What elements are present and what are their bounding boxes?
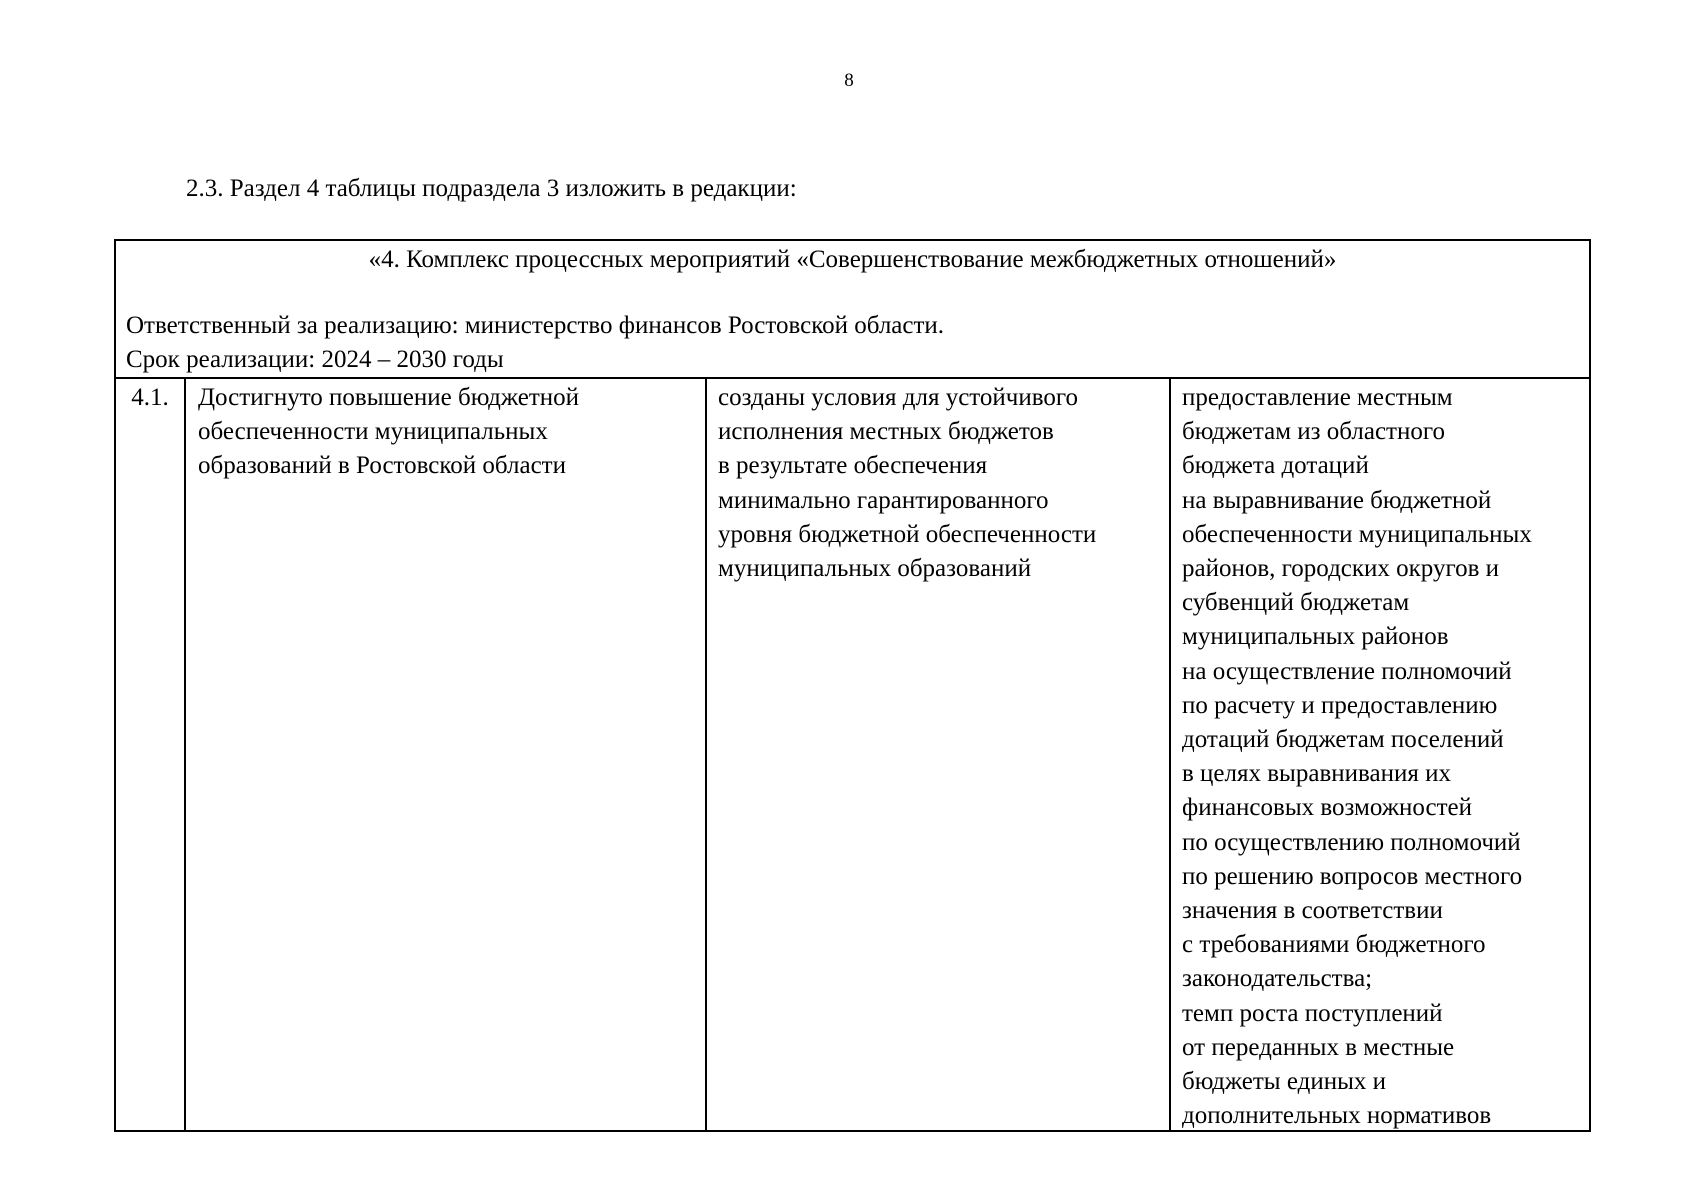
measures-table — [114, 239, 1591, 1132]
characteristic-line: муниципальных районов — [1182, 623, 1449, 651]
description-line: исполнения местных бюджетов — [718, 418, 1054, 446]
characteristic-line: финансовых возможностей — [1182, 794, 1473, 822]
row-number: 4.1. — [131, 384, 169, 411]
description-line: уровня бюджетной обеспеченности — [718, 520, 1097, 548]
description-line: в результате обеспечения — [718, 452, 988, 480]
characteristic-line: на выравнивание бюджетной — [1182, 486, 1492, 514]
characteristic-line: обеспеченности муниципальных — [1182, 520, 1532, 548]
description-line: созданы условия для устойчивого — [718, 384, 1078, 411]
characteristic-line: субвенций бюджетам — [1182, 589, 1410, 617]
characteristic-line: значения в соответствии — [1182, 897, 1443, 925]
characteristic-line: по расчету и предоставлению — [1182, 691, 1498, 719]
characteristic-line: с требованиями бюджетного — [1182, 931, 1486, 959]
period-line: Срок реализации: 2024 – 2030 годы — [126, 346, 504, 373]
table-title: «4. Комплекс процессных мероприятий «Совершенствование межбюджетных отношений» — [368, 246, 1337, 273]
result-cell — [186, 379, 707, 1130]
characteristic-line: районов, городских округов и — [1182, 555, 1500, 583]
characteristic-line: бюджетам из областного — [1182, 418, 1445, 446]
characteristic-line: по решению вопросов местного — [1182, 862, 1523, 890]
characteristic-line: темп роста поступлений — [1182, 999, 1443, 1027]
characteristic-line: дотаций бюджетам поселений — [1182, 726, 1504, 754]
characteristic-line: на осуществление полномочий — [1182, 657, 1512, 685]
characteristic-line: бюджета дотаций — [1182, 452, 1369, 480]
page-number: 8 — [844, 70, 854, 91]
responsible-line: Ответственный за реализацию: министерство финансов Ростовской области. — [126, 312, 945, 339]
characteristic-line: по осуществлению полномочий — [1182, 828, 1521, 856]
result-line: образований в Ростовской области — [198, 452, 566, 480]
characteristic-line: законодательства; — [1182, 965, 1373, 993]
description-line: минимально гарантированного — [718, 486, 1049, 514]
characteristic-line: дополнительных нормативов — [1182, 1102, 1492, 1130]
characteristic-line: от переданных в местные — [1182, 1033, 1455, 1061]
description-line: муниципальных образований — [718, 555, 1032, 583]
table-header — [116, 241, 1589, 379]
characteristic-line: бюджеты единых и — [1182, 1068, 1387, 1096]
characteristic-cell — [1171, 379, 1589, 1130]
result-line: обеспеченности муниципальных — [198, 418, 548, 446]
characteristic-line: предоставление местным — [1182, 384, 1453, 411]
result-line: Достигнуто повышение бюджетной — [198, 384, 580, 411]
row-number-cell — [116, 379, 186, 1130]
description-cell — [707, 379, 1171, 1130]
intro-paragraph: 2.3. Раздел 4 таблицы подраздела 3 изложить в редакции: — [186, 175, 797, 202]
characteristic-line: в целях выравнивания их — [1182, 760, 1451, 788]
